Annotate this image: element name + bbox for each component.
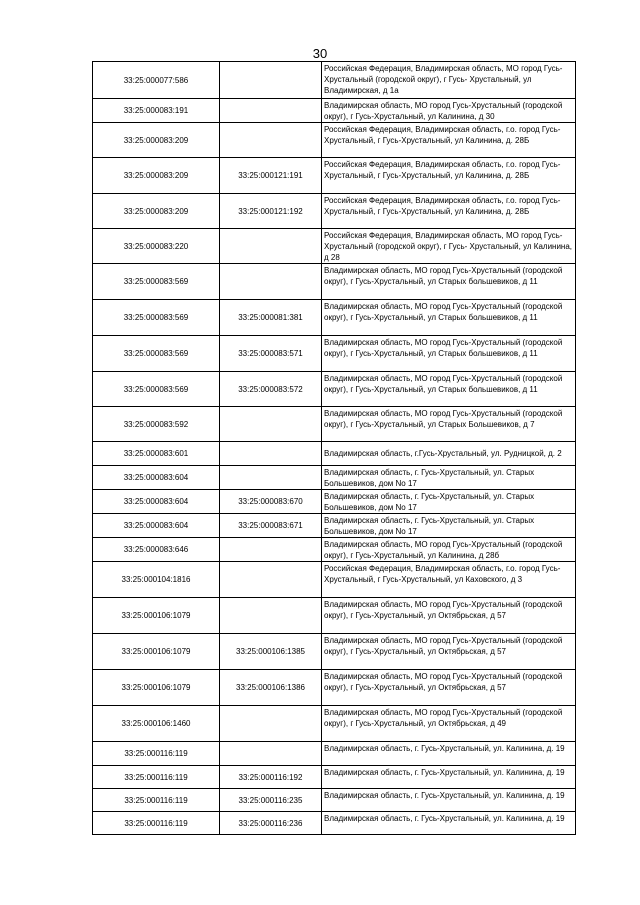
page-number: 30 <box>312 46 328 61</box>
linked-number-cell <box>220 407 322 442</box>
linked-number-cell <box>220 264 322 300</box>
table-row <box>93 300 576 336</box>
cadastral-number-cell: 33:25:000083:569 <box>93 264 220 300</box>
linked-number-cell: 33:25:000083:572 <box>220 372 322 407</box>
linked-number-cell <box>220 99 322 123</box>
cadastral-number-cell: 33:25:000083:604 <box>93 466 220 490</box>
table-row <box>93 229 576 264</box>
linked-number-cell: 33:25:000121:192 <box>220 194 322 229</box>
cadastral-number-cell: 33:25:000083:569 <box>93 372 220 407</box>
linked-number-cell <box>220 562 322 598</box>
linked-number-cell: 33:25:000083:670 <box>220 490 322 514</box>
table-row <box>93 766 576 789</box>
cadastral-number-cell: 33:25:000083:601 <box>93 442 220 466</box>
cadastral-number-cell: 33:25:000106:1079 <box>93 598 220 634</box>
address-cell: Владимирская область, МО город Гусь-Хрустальный (городской округ), г Гусь-Хрустальный, ул Калинина, д 30 <box>322 99 576 123</box>
table-row <box>93 562 576 598</box>
address-cell: Российская Федерация, Владимирская область, МО город Гусь-Хрустальный (городской округ), г Гусь- Хрустальный, ул Калинина, д 28 <box>322 229 576 264</box>
cadastral-number-cell: 33:25:000106:1079 <box>93 670 220 706</box>
cadastral-number-cell: 33:25:000083:569 <box>93 336 220 372</box>
linked-number-cell <box>220 706 322 742</box>
table-row <box>93 158 576 194</box>
cadastral-number-cell: 33:25:000083:220 <box>93 229 220 264</box>
address-cell: Владимирская область, МО город Гусь-Хрустальный (городской округ), г Гусь-Хрустальный, ул Старых большевиков, д 11 <box>322 372 576 407</box>
address-cell: Владимирская область, МО город Гусь-Хрустальный (городской округ), г Гусь-Хрустальный, ул Старых большевиков, д 11 <box>322 336 576 372</box>
linked-number-cell: 33:25:000081:381 <box>220 300 322 336</box>
cadastral-number-cell: 33:25:000077:586 <box>93 62 220 99</box>
linked-number-cell: 33:25:000121:191 <box>220 158 322 194</box>
linked-number-cell: 33:25:000116:192 <box>220 766 322 789</box>
table-row <box>93 670 576 706</box>
address-cell: Российская Федерация, Владимирская область, МО город Гусь-Хрустальный (городской округ), г Гусь- Хрустальный, ул Владимирская, д 1а <box>322 62 576 99</box>
address-cell: Владимирская область, МО город Гусь-Хрустальный (городской округ), г Гусь-Хрустальный, ул Октябрьская, д 57 <box>322 670 576 706</box>
linked-number-cell: 33:25:000116:235 <box>220 789 322 812</box>
address-cell: Владимирская область, г. Гусь-Хрустальный, ул. Калинина, д. 19 <box>322 742 576 766</box>
table-row <box>93 123 576 158</box>
address-cell: Владимирская область, г. Гусь-Хрустальный, ул. Старых Большевиков, дом No 17 <box>322 514 576 538</box>
cadastral-number-cell: 33:25:000106:1460 <box>93 706 220 742</box>
address-cell: Владимирская область, МО город Гусь-Хрустальный (городской округ), г Гусь-Хрустальный, ул Старых большевиков, д 11 <box>322 300 576 336</box>
address-cell: Владимирская область, г. Гусь-Хрустальный, ул. Старых Большевиков, дом No 17 <box>322 490 576 514</box>
table-row <box>93 812 576 835</box>
table-row <box>93 407 576 442</box>
cadastral-number-cell: 33:25:000116:119 <box>93 766 220 789</box>
cadastral-number-cell: 33:25:000083:569 <box>93 300 220 336</box>
address-cell: Владимирская область, МО город Гусь-Хрустальный (городской округ), г Гусь-Хрустальный, ул Старых Большевиков, д 7 <box>322 407 576 442</box>
address-cell: Российская Федерация, Владимирская область, г.о. город Гусь-Хрустальный, г Гусь-Хрустальный, ул Калинина, д. 28Б <box>322 194 576 229</box>
address-cell: Владимирская область, МО город Гусь-Хрустальный (городской округ), г Гусь-Хрустальный, ул Октябрьская, д 49 <box>322 706 576 742</box>
table-row <box>93 264 576 300</box>
table-row <box>93 336 576 372</box>
cadastral-number-cell: 33:25:000083:209 <box>93 123 220 158</box>
address-cell: Владимирская область, г. Гусь-Хрустальный, ул. Калинина, д. 19 <box>322 766 576 789</box>
address-cell: Российская Федерация, Владимирская область, г.о. город Гусь-Хрустальный, г Гусь-Хрустальный, ул Калинина, д. 28Б <box>322 158 576 194</box>
linked-number-cell: 33:25:000083:571 <box>220 336 322 372</box>
table-row <box>93 442 576 466</box>
address-cell: Российская Федерация, Владимирская область, г.о. город Гусь-Хрустальный, г Гусь-Хрустальный, ул Калинина, д. 28Б <box>322 123 576 158</box>
table-row <box>93 99 576 123</box>
linked-number-cell <box>220 442 322 466</box>
table-row <box>93 598 576 634</box>
table-row <box>93 466 576 490</box>
linked-number-cell <box>220 229 322 264</box>
table-row <box>93 194 576 229</box>
linked-number-cell: 33:25:000106:1385 <box>220 634 322 670</box>
cadastral-number-cell: 33:25:000104:1816 <box>93 562 220 598</box>
linked-number-cell <box>220 62 322 99</box>
table-row <box>93 706 576 742</box>
address-cell: Владимирская область, МО город Гусь-Хрустальный (городской округ), г Гусь-Хрустальный, ул Калинина, д 28б <box>322 538 576 562</box>
cadastral-number-cell: 33:25:000083:209 <box>93 158 220 194</box>
table-row <box>93 372 576 407</box>
cadastral-number-cell: 33:25:000116:119 <box>93 789 220 812</box>
table-row <box>93 634 576 670</box>
cadastral-number-cell: 33:25:000083:604 <box>93 490 220 514</box>
linked-number-cell: 33:25:000083:671 <box>220 514 322 538</box>
table-row <box>93 538 576 562</box>
linked-number-cell <box>220 742 322 766</box>
cadastral-number-cell: 33:25:000083:604 <box>93 514 220 538</box>
address-cell: Владимирская область, г. Гусь-Хрустальный, ул. Калинина, д. 19 <box>322 789 576 812</box>
cadastral-number-cell: 33:25:000116:119 <box>93 742 220 766</box>
linked-number-cell <box>220 538 322 562</box>
address-cell: Владимирская область, МО город Гусь-Хрустальный (городской округ), г Гусь-Хрустальный, ул Октябрьская, д 57 <box>322 634 576 670</box>
address-cell: Российская Федерация, Владимирская область, г.о. город Гусь-Хрустальный, г Гусь-Хрустальный, ул Каховского, д 3 <box>322 562 576 598</box>
table-row <box>93 789 576 812</box>
table-row <box>93 490 576 514</box>
address-cell: Владимирская область, МО город Гусь-Хрустальный (городской округ), г Гусь-Хрустальный, ул Октябрьская, д 57 <box>322 598 576 634</box>
linked-number-cell <box>220 123 322 158</box>
cadastral-number-cell: 33:25:000083:592 <box>93 407 220 442</box>
table-body <box>93 62 576 835</box>
address-cell: Владимирская область, г. Гусь-Хрустальный, ул. Старых Большевиков, дом No 17 <box>322 466 576 490</box>
linked-number-cell: 33:25:000106:1386 <box>220 670 322 706</box>
cadastral-number-cell: 33:25:000083:209 <box>93 194 220 229</box>
linked-number-cell <box>220 466 322 490</box>
table-row <box>93 742 576 766</box>
table-row <box>93 62 576 99</box>
address-cell: Владимирская область, г. Гусь-Хрустальный, ул. Калинина, д. 19 <box>322 812 576 835</box>
cadastral-number-cell: 33:25:000083:191 <box>93 99 220 123</box>
cadastral-number-cell: 33:25:000106:1079 <box>93 634 220 670</box>
cadastral-number-cell: 33:25:000116:119 <box>93 812 220 835</box>
table-row <box>93 514 576 538</box>
linked-number-cell: 33:25:000116:236 <box>220 812 322 835</box>
address-cell: Владимирская область, МО город Гусь-Хрустальный (городской округ), г Гусь-Хрустальный, ул Старых большевиков, д 11 <box>322 264 576 300</box>
linked-number-cell <box>220 598 322 634</box>
cadastral-number-cell: 33:25:000083:646 <box>93 538 220 562</box>
address-cell: Владимирская область, г.Гусь-Хрустальный, ул. Рудницкой, д. 2 <box>322 442 576 466</box>
cadastral-table <box>92 61 576 835</box>
